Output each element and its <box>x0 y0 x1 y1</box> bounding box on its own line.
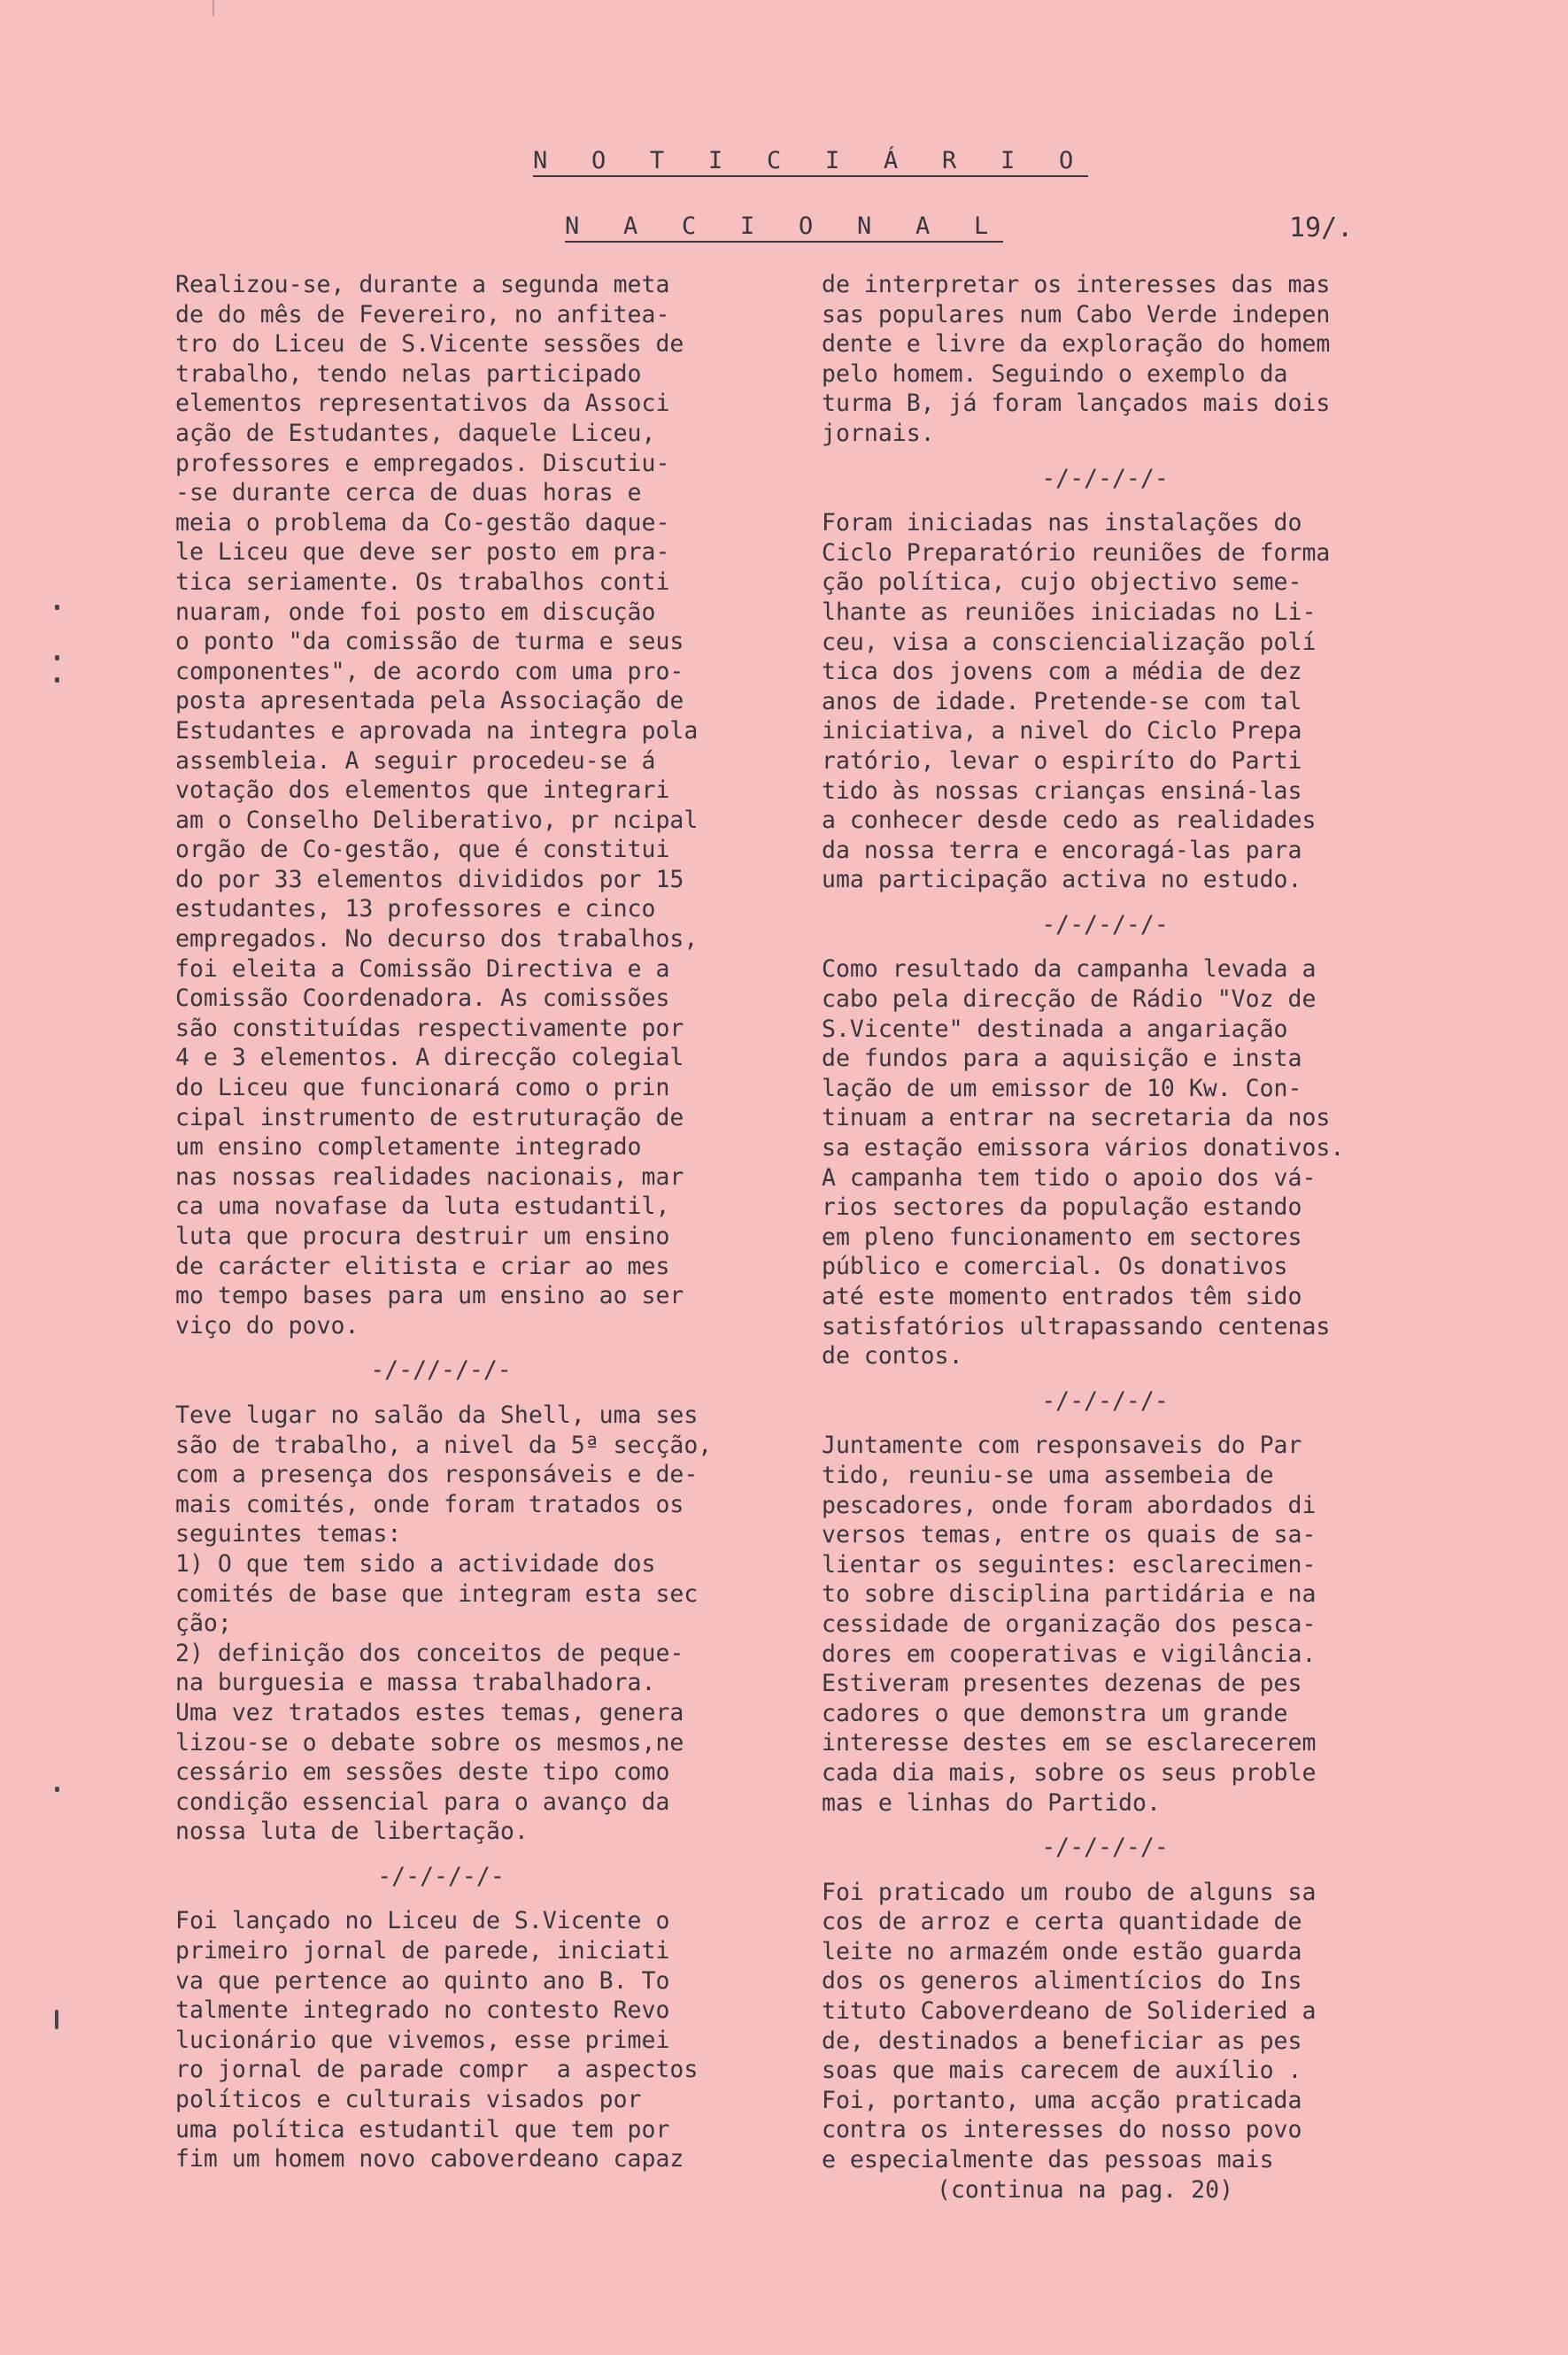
text-line: a conhecer desde cedo as realidades <box>822 807 1317 835</box>
text-line: lação de um emissor de 10 Kw. Con- <box>822 1074 1302 1102</box>
text-line: de fundos para a aquisição e insta <box>822 1045 1302 1073</box>
text-line: ro jornal de parade compr a aspectos <box>175 2056 699 2084</box>
text-line: tido às nossas crianças ensiná-las <box>822 776 1302 805</box>
text-line: lientar os seguintes: esclarecimen- <box>822 1550 1317 1579</box>
text-line: seguintes temas: <box>175 1520 402 1548</box>
text-line: tido, reuniu-se uma assembeia de <box>822 1461 1274 1489</box>
text-line: um ensino completamente integrado <box>175 1133 642 1162</box>
text-line: o ponto "da comissão de turma e seus <box>175 628 684 656</box>
article-jornal-parede <box>175 1906 804 2174</box>
binding-hole-mark <box>55 605 59 610</box>
text-line: de do mês de Fevereiro, no anfitea- <box>175 300 670 328</box>
text-line: meia o problema da Co-gestão daque- <box>175 508 670 537</box>
text-line: posta apresentada pela Associação de <box>175 687 684 715</box>
text-line: Foi lançado no Liceu de S.Vicente o <box>175 1907 670 1935</box>
section-separator: -/-/-/-/- <box>377 1862 505 1890</box>
text-line: Comissão Coordenadora. As comissões <box>175 984 670 1013</box>
text-line: cessário em sessões deste tipo como <box>175 1758 670 1787</box>
text-line: am o Conselho Deliberativo, pr ncipal <box>175 806 699 834</box>
text-line: tica dos jovens com a média de dez <box>822 658 1302 686</box>
text-line: foi eleita a Comissão Directiva e a <box>175 954 670 983</box>
text-line: público e comercial. Os donativos <box>822 1253 1288 1281</box>
text-line: versos temas, entre os quais de sa- <box>822 1521 1317 1549</box>
text-line: da nossa terra e encoragá-las para <box>822 836 1302 864</box>
text-line: e especialmente das pessoas mais <box>822 2146 1274 2174</box>
article-liceu-cogestao <box>175 270 804 1340</box>
text-line: lhante as reuniões iniciadas no Li- <box>822 598 1317 626</box>
text-line: ção política, cujo objectivo seme- <box>822 568 1302 597</box>
section-separator: -/-/-/-/- <box>1041 910 1169 938</box>
article-shell-sessao <box>175 1401 804 1847</box>
text-line: tica seriamente. Os trabalhos conti <box>175 568 670 596</box>
text-line: rios sectores da população estando <box>822 1193 1302 1222</box>
text-line: -se durante cerca de duas horas e <box>175 479 642 507</box>
text-line: mais comités, onde foram tratados os <box>175 1490 684 1518</box>
text-line: talmente integrado no contesto Revo <box>175 1996 670 2025</box>
section-separator: -/-//-/-/- <box>370 1356 512 1385</box>
text-line: votação dos elementos que integrari <box>175 776 670 805</box>
article-jornal-parede-cont <box>822 270 1441 449</box>
text-line: 4 e 3 elementos. A direcção colegial <box>175 1044 684 1072</box>
right-column <box>822 270 1441 2204</box>
text-line: são constituídas respectivamente por <box>175 1014 684 1042</box>
continued-note: (continua na pag. 20) <box>937 2175 1234 2204</box>
text-line: dos os generos alimentícios do Ins <box>822 1967 1302 1996</box>
binding-hole-mark <box>55 655 59 660</box>
text-line: condição essencial para o avanço da <box>175 1787 670 1816</box>
text-line: de interpretar os interesses das mas <box>822 271 1331 298</box>
text-line: tro do Liceu de S.Vicente sessões de <box>175 330 684 359</box>
text-line: anos de idade. Pretende-se com tal <box>822 687 1302 715</box>
text-line: ceu, visa a consciencialização polí <box>822 628 1317 656</box>
text-line: cipal instrumento de estruturação de <box>175 1103 684 1131</box>
text-line: mas e linhas do Partido. <box>822 1788 1161 1817</box>
text-line: comités de base que integram esta sec <box>175 1579 699 1608</box>
page-subtitle: N A C I O N A L <box>565 212 1003 240</box>
text-line: primeiro jornal de parede, iniciati <box>175 1937 670 1965</box>
text-line: até este momento entrados têm sido <box>822 1283 1302 1310</box>
text-line: professores e empregados. Discutiu- <box>175 449 670 477</box>
text-line: luta que procura destruir um ensino <box>175 1223 670 1250</box>
text-line: Juntamente com responsaveis do Par <box>822 1432 1302 1460</box>
text-line: com a presença dos responsáveis e de- <box>175 1461 699 1489</box>
text-line: estudantes, 13 professores e cinco <box>175 895 656 923</box>
binding-hole-mark <box>55 2010 58 2029</box>
text-line: do Liceu que funcionará como o prin <box>175 1074 670 1102</box>
binding-hole-mark <box>55 1787 59 1792</box>
text-line: Uma vez tratados estes temas, genera <box>175 1698 684 1726</box>
text-line: Foi praticado um roubo de alguns sa <box>822 1878 1317 1906</box>
text-line: 2) definição dos conceitos de peque- <box>175 1639 684 1667</box>
text-line: Estiveram presentes dezenas de pes <box>822 1670 1302 1698</box>
text-line: Realizou-se, durante a segunda meta <box>175 271 670 298</box>
text-line: leite no armazém onde estão guarda <box>822 1937 1302 1965</box>
text-line: ratório, levar o espiríto do Parti <box>822 746 1302 775</box>
text-line: dente e livre da exploração do homem <box>822 330 1331 359</box>
text-line: ca uma novafase da luta estudantil, <box>175 1193 670 1221</box>
text-line: cada dia mais, sobre os seus proble <box>822 1758 1317 1787</box>
text-line: cos de arroz e certa quantidade de <box>822 1908 1302 1936</box>
article-pescadores <box>822 1431 1441 1818</box>
text-line: trabalho, tendo nelas participado <box>175 359 642 388</box>
section-separator: -/-/-/-/- <box>1041 1386 1169 1415</box>
text-line: componentes", de acordo com uma pro- <box>175 657 684 685</box>
text-line: do por 33 elementos divididos por 15 <box>175 865 684 893</box>
text-line: elementos representativos da Associ <box>175 390 670 418</box>
text-line: políticos e culturais visados por <box>175 2086 642 2114</box>
text-line: le Liceu que deve ser posto em pra- <box>175 538 670 567</box>
text-line: pelo homem. Seguindo o exemplo da <box>822 359 1288 388</box>
text-line: soas que mais carecem de auxílio . <box>822 2057 1302 2085</box>
section-separator: -/-/-/-/- <box>1041 1834 1169 1862</box>
text-line: nossa luta de libertação. <box>175 1818 529 1846</box>
text-line: de contos. <box>822 1342 963 1371</box>
text-line: sa estação emissora vários donativos. <box>822 1134 1345 1162</box>
text-line: S.Vicente" destinada a angariação <box>822 1015 1288 1043</box>
text-line: satisfatórios ultrapassando centenas <box>822 1312 1331 1340</box>
page-title: N O T I C I Á R I O <box>533 147 1088 174</box>
text-line: uma política estudantil que tem por <box>175 2115 670 2143</box>
text-line: nas nossas realidades nacionais, mar <box>175 1162 684 1191</box>
article-roubo-armazem <box>822 1878 1441 2175</box>
text-line: tinuam a entrar na secretaria da nos <box>822 1104 1331 1132</box>
text-line: lizou-se o debate sobre os mesmos,ne <box>175 1728 684 1757</box>
text-line: viço do povo. <box>175 1311 359 1340</box>
text-line: sas populares num Cabo Verde indepen <box>822 300 1331 328</box>
text-line: va que pertence ao quinto ano B. To <box>175 1966 670 1995</box>
paper-crease <box>212 0 214 16</box>
text-line: de, destinados a beneficiar as pes <box>822 2027 1302 2055</box>
text-line: nuaram, onde foi posto em discução <box>175 598 656 626</box>
text-line: tituto Caboverdeano de Solideried a <box>822 1997 1317 2026</box>
text-line: contra os interesses do nosso povo <box>822 2116 1302 2144</box>
text-line: ação de Estudantes, daquele Liceu, <box>175 419 656 447</box>
text-line: pescadores, onde foram abordados di <box>822 1491 1317 1519</box>
text-line: interesse destes em se esclarecerem <box>822 1729 1317 1757</box>
text-line: em pleno funcionamento em sectores <box>822 1223 1302 1251</box>
text-line: Teve lugar no salão da Shell, uma ses <box>175 1401 699 1429</box>
text-line: A campanha tem tido o apoio dos vá- <box>822 1163 1317 1192</box>
text-line: na burguesia e massa trabalhadora. <box>175 1669 656 1697</box>
text-line: turma B, já foram lançados mais dois <box>822 390 1331 418</box>
text-line: lucionário que vivemos, esse primei <box>175 2026 670 2054</box>
text-line: dores em cooperativas e vigilância. <box>822 1640 1317 1668</box>
text-line: Foi, portanto, uma acção praticada <box>822 2086 1302 2114</box>
article-ciclo-preparatorio <box>822 508 1441 895</box>
text-line: fim um homem novo caboverdeano capaz <box>175 2145 684 2174</box>
text-line: cessidade de organização dos pesca- <box>822 1610 1317 1638</box>
text-line: 1) O que tem sido a actividade dos <box>175 1549 656 1578</box>
text-line: de carácter elitista e criar ao mes <box>175 1252 670 1280</box>
text-line: Ciclo Preparatório reuniões de forma <box>822 538 1331 567</box>
text-line: cadores o que demonstra um grande <box>822 1699 1288 1727</box>
section-separator: -/-/-/-/- <box>1041 464 1169 492</box>
text-line: assembleia. A seguir procedeu-se á <box>175 746 656 775</box>
text-line: Como resultado da campanha levada a <box>822 955 1317 984</box>
text-line: Estudantes e aprovada na integra pola <box>175 716 699 745</box>
text-line: são de trabalho, a nivel da 5ª secção, <box>175 1431 713 1459</box>
text-line: empregados. No decurso dos trabalhos, <box>175 925 699 954</box>
article-radio-voz <box>822 954 1441 1371</box>
binding-hole-mark <box>55 677 59 683</box>
text-line: iniciativa, a nivel do Ciclo Prepa <box>822 717 1302 745</box>
left-column <box>175 270 804 2174</box>
text-line: cabo pela direcção de Rádio "Voz de <box>822 985 1317 1014</box>
text-line: jornais. <box>822 419 935 447</box>
text-line: ção; <box>175 1610 232 1638</box>
text-line: mo tempo bases para um ensino ao ser <box>175 1282 684 1310</box>
text-line: Foram iniciadas nas instalações do <box>822 509 1302 537</box>
page-number: 19/. <box>1289 212 1354 243</box>
text-line: to sobre disciplina partidária e na <box>822 1580 1317 1609</box>
text-line: orgão de Co-gestão, que é constitui <box>175 836 670 864</box>
text-line: uma participação activa no estudo. <box>822 866 1302 894</box>
